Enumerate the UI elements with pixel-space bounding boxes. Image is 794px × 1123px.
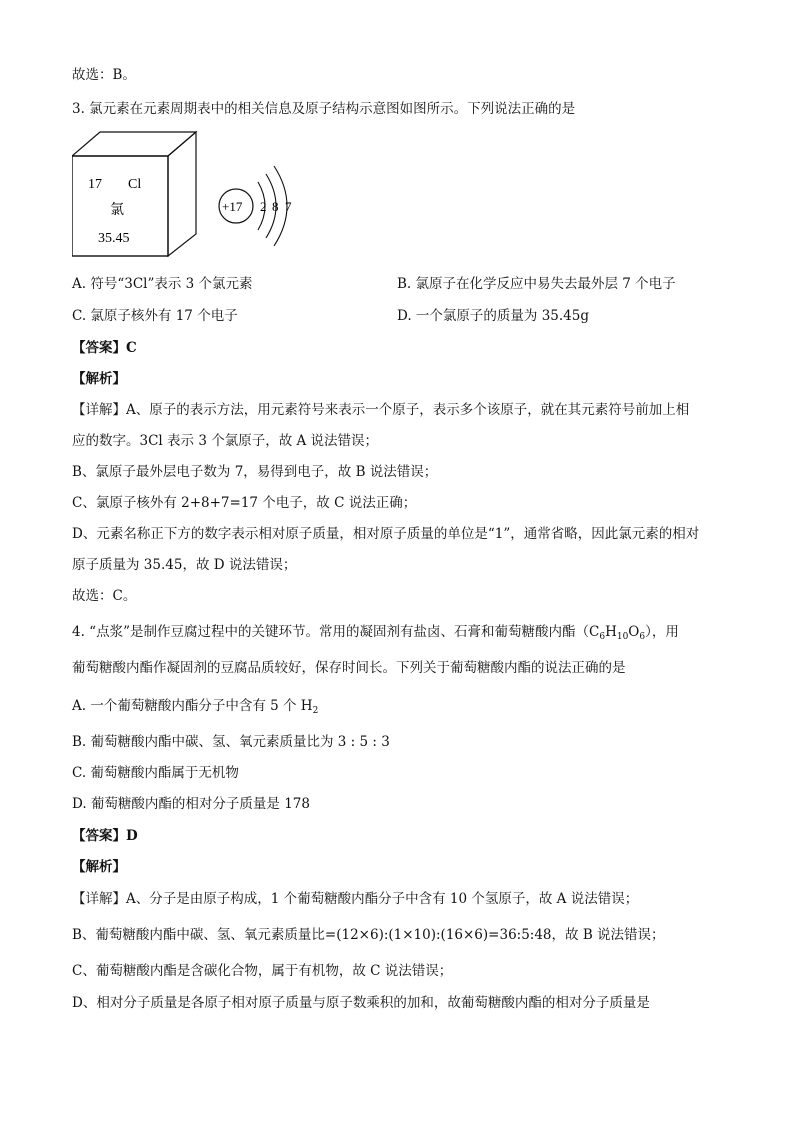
element-symbol: Cl	[128, 177, 142, 192]
nucleus-charge: +17	[222, 199, 243, 214]
q4-stem-line-1	[72, 622, 679, 647]
q4-answer: 【答案】D	[72, 828, 138, 844]
q3-option-c: C. 氯原子核外有 17 个电子	[72, 308, 238, 324]
q3-option-a: A. 符号“3Cl”表示 3 个氯元素	[72, 276, 253, 292]
q4-detail-line-3: C、葡萄糖酸内酯是含碳化合物，属于有机物，故 C 说法错误；	[72, 963, 453, 979]
q3-analysis-label: 【解析】	[72, 371, 126, 387]
q4-stem-post: ），用	[645, 624, 679, 640]
shell-electrons-2: 8	[272, 199, 279, 214]
q4-stem-line-2: 葡萄糖酸内酯作凝固剂的豆腐品质较好，保存时间长。下列关于葡萄糖酸内酯的说法正确的是	[72, 660, 626, 676]
chlorine-figure	[72, 128, 312, 260]
atom-structure-diagram	[219, 166, 292, 246]
q3-conclusion: 故选：C。	[72, 588, 137, 604]
formula-h2: $H_2$	[300, 698, 319, 716]
q3-option-b: B. 氯原子在化学反应中易失去最外层 7 个电子	[397, 276, 676, 292]
element-name: 氯	[110, 203, 124, 218]
atomic-number: 17	[88, 177, 102, 192]
q4-option-d: D. 葡萄糖酸内酯的相对分子质量是 178	[72, 796, 310, 812]
q3-option-d: D. 一个氯原子的质量为 35.45g	[397, 308, 590, 324]
previous-answer: 故选：B。	[72, 67, 136, 83]
q4-detail-line-4: D、相对分子质量是各原子相对原子质量与原子数乘积的加和，故葡萄糖酸内酯的相对分子质量是	[72, 995, 650, 1011]
element-card	[72, 132, 196, 256]
q4-option-b: B. 葡萄糖酸内酯中碳、氢、氧元素质量比为 3 : 5 : 3	[72, 734, 390, 750]
q4-option-a: A. 一个葡萄糖酸内酯分子中含有 5 个 $H_2$	[72, 698, 319, 716]
q4-stem-pre: 4. “点浆”是制作豆腐过程中的关键环节。常用的凝固剂有盐卤、石膏和葡萄糖酸内酯（	[72, 624, 589, 640]
q3-answer: 【答案】C	[72, 340, 137, 356]
q3-detail-line-3: B、氯原子最外层电子数为 7，易得到电子，故 B 说法错误；	[72, 464, 438, 480]
mass-ratio-expression: =(12×6):(1×10):(16×6)=36:5:48	[324, 927, 552, 943]
atomic-mass: 35.45	[98, 231, 130, 246]
q3-detail-line-4: C、氯原子核外有 2+8+7=17 个电子，故 C 说法正确；	[72, 495, 417, 511]
formula-c6h10o6: $C_6H_{10}O_6$	[588, 624, 646, 642]
q4-analysis-label: 【解析】	[72, 859, 126, 875]
q4-detail-line-1: 【详解】A、分子是由原子构成，1 个葡萄糖酸内酯分子中含有 10 个氢原子，故 A 说法错误；	[72, 891, 639, 907]
q4-option-c: C. 葡萄糖酸内酯属于无机物	[72, 765, 239, 781]
q4-detail-line-2: B、葡萄糖酸内酯中碳、氢、氧元素质量比=(12×6):(1×10):(16×6)=36:5:48，故 B 说法错误；	[72, 927, 665, 943]
shell-electrons-1: 2	[260, 199, 267, 214]
q3-detail-line-1: 【详解】A、原子的表示方法，用元素符号来表示一个原子，表示多个该原子，就在其元素符号前加上相	[72, 402, 690, 418]
q3-stem: 3. 氯元素在元素周期表中的相关信息及原子结构示意图如图所示。下列说法正确的是	[72, 101, 576, 117]
shell-electrons-3: 7	[285, 199, 292, 214]
q3-detail-line-5: D、元素名称正下方的数字表示相对原子质量，相对原子质量的单位是“1”，通常省略，因此氯元素的相对	[72, 526, 700, 542]
q3-detail-line-6: 原子质量为 35.45，故 D 说法错误；	[72, 557, 297, 573]
q3-detail-line-2: 应的数字。3Cl 表示 3 个氯原子，故 A 说法错误；	[72, 433, 379, 449]
